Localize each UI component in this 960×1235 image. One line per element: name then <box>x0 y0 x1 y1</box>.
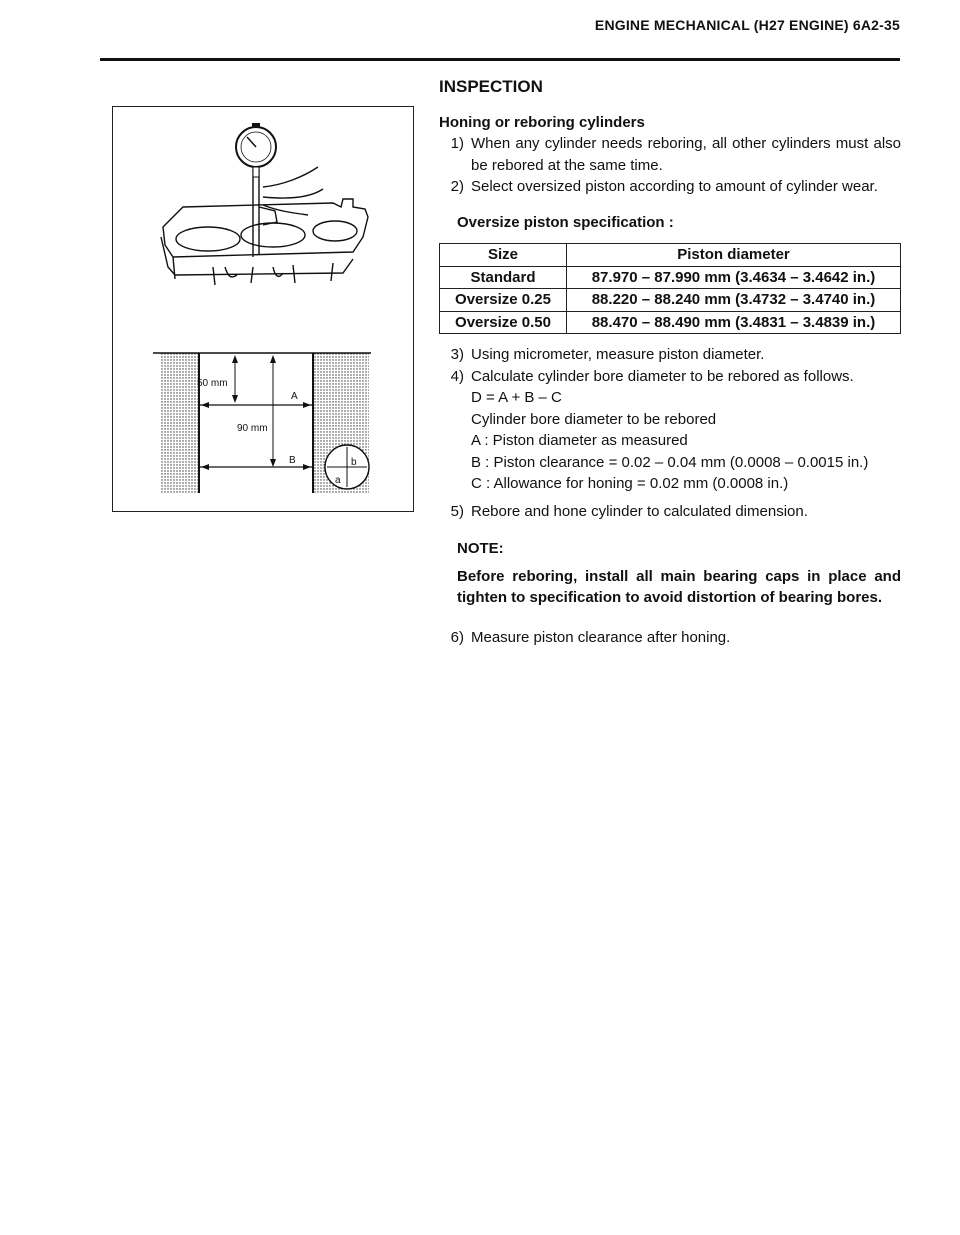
table-row <box>440 311 901 334</box>
page-header <box>100 14 900 61</box>
measure-point-a-label: A <box>291 391 298 402</box>
step-text: Calculate cylinder bore diameter to be rebored as follows. <box>471 367 854 385</box>
note-title: NOTE: <box>457 540 504 557</box>
dimension-90mm-label: 90 mm <box>237 423 268 434</box>
step-number: 6) <box>450 628 464 646</box>
measure-point-b-label: B <box>289 455 296 466</box>
step-text: When any cylinder needs reboring, all other cylinders must also be rebored at the same time. <box>471 135 901 174</box>
table-cell: Standard <box>440 266 567 289</box>
table-row <box>440 289 901 312</box>
section-title: INSPECTION <box>439 77 543 96</box>
table-cell: 87.970 – 87.990 mm (3.4634 – 3.4642 in.) <box>567 266 901 289</box>
circle-b-label: b <box>351 457 357 468</box>
note-box <box>457 538 901 609</box>
formula-line: B : Piston clearance = 0.02 – 0.04 mm (0.0008 – 0.0015 in.) <box>471 453 869 471</box>
formula-line: C : Allowance for honing = 0.02 mm (0.0008 in.) <box>471 475 789 492</box>
column-header-size: Size <box>440 244 567 267</box>
formula-equation: D = A + B – C <box>471 389 562 406</box>
step-number: 2) <box>450 178 464 195</box>
step-1 <box>439 133 901 176</box>
cylinder-bore-illustration <box>112 106 414 512</box>
subsection-title: Honing or reboring cylinders <box>439 113 645 131</box>
step-3 <box>439 344 901 366</box>
step-text: Select oversized piston according to amount of cylinder wear. <box>471 178 878 195</box>
step-4 <box>439 366 901 388</box>
step-text: Using micrometer, measure piston diameter. <box>471 346 765 363</box>
table-cell: Oversize 0.25 <box>440 289 567 312</box>
dimension-50mm-label: 50 mm <box>197 378 228 389</box>
cylinder-block-drawing <box>161 167 368 285</box>
table-header-row <box>440 244 901 267</box>
oversize-piston-table <box>439 243 901 334</box>
step-text: Measure piston clearance after honing. <box>471 628 731 646</box>
step-6 <box>439 627 901 649</box>
dial-gauge-icon <box>236 123 276 177</box>
inspection-content <box>439 76 901 648</box>
step-number: 5) <box>450 502 464 520</box>
step-text: Rebore and hone cylinder to calculated dimension. <box>471 502 808 520</box>
table-row <box>440 266 901 289</box>
column-header-piston-diameter: Piston diameter <box>567 244 901 267</box>
table-cell: 88.220 – 88.240 mm (3.4732 – 3.4740 in.) <box>567 289 901 312</box>
circle-a-label: a <box>335 475 341 486</box>
bore-gauge-diagram <box>113 107 413 511</box>
spec-label: Oversize piston specification : <box>457 213 674 231</box>
table-cell: 88.470 – 88.490 mm (3.4831 – 3.4839 in.) <box>567 311 901 334</box>
page-title: ENGINE MECHANICAL (H27 ENGINE) 6A2-35 <box>594 17 900 33</box>
step-number: 4) <box>450 367 464 385</box>
note-text: Before reboring, install all main bearing caps in place and tighten to specification to avoid distortion of bearing bores. <box>457 567 901 606</box>
formula-line: Cylinder bore diameter to be rebored <box>471 410 717 428</box>
step-5 <box>439 501 901 523</box>
step-number: 1) <box>450 135 464 152</box>
step-2 <box>439 176 901 198</box>
formula-line: A : Piston diameter as measured <box>471 432 688 449</box>
bore-formula <box>471 387 901 495</box>
step-number: 3) <box>450 346 464 363</box>
table-cell: Oversize 0.50 <box>440 311 567 334</box>
